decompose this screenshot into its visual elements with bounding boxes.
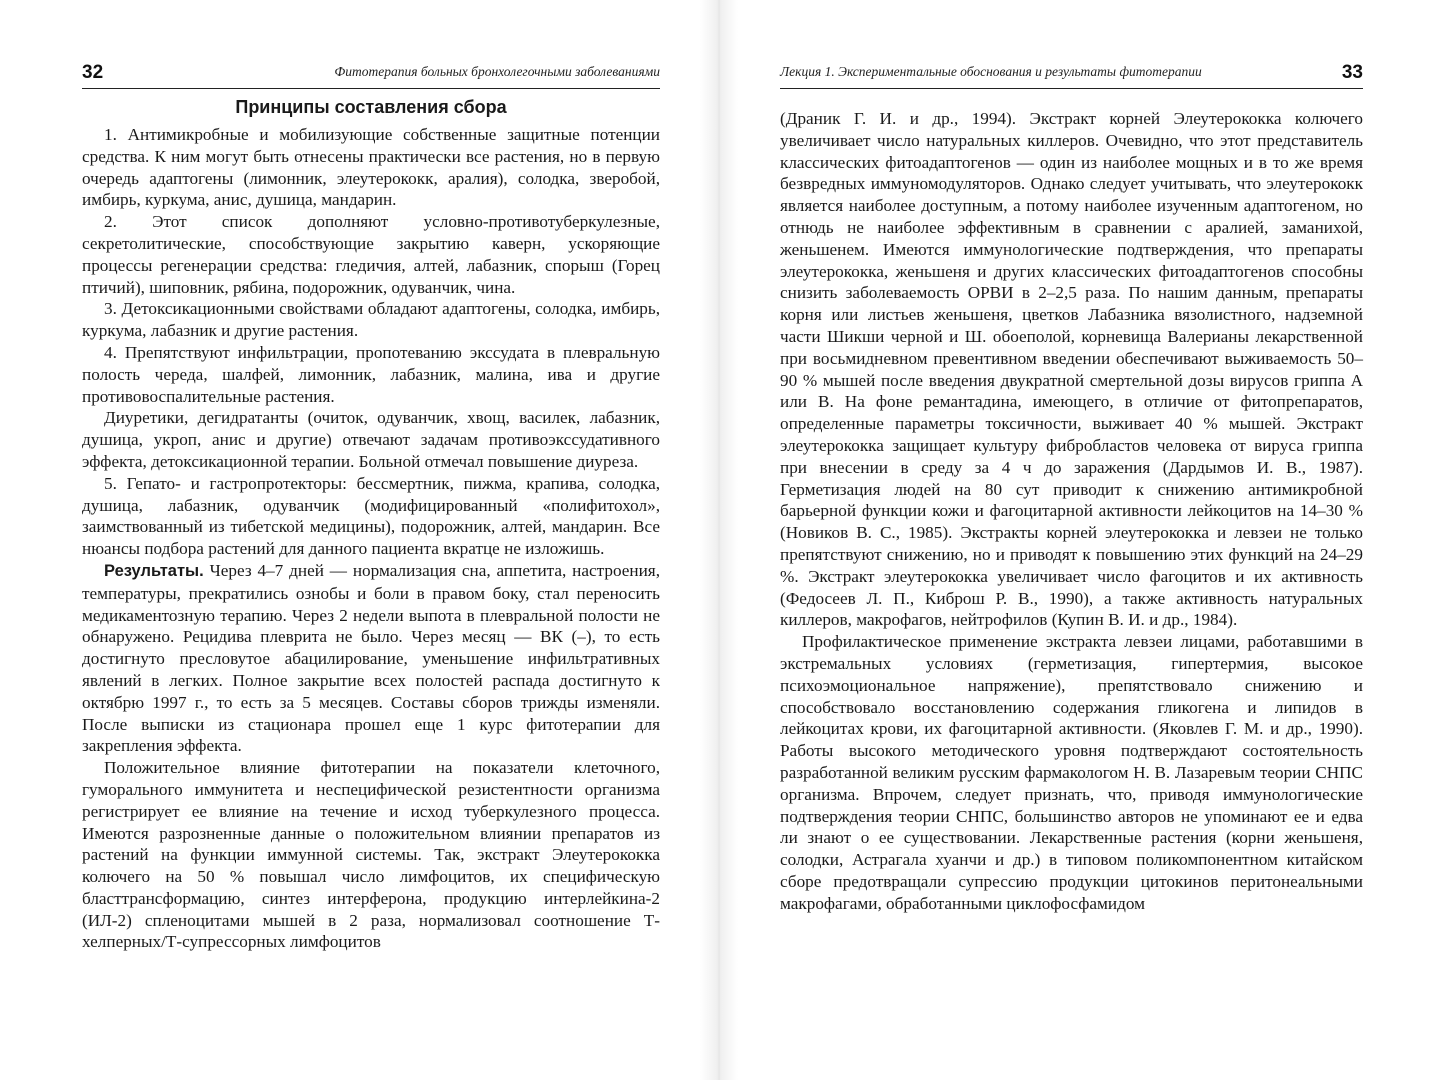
paragraph-antimicrobial: 1. Антимикробные и мобилизующие собственные защитные потенции средства. К ним могут быть отнесены практически все растения, но в первую очередь адаптогены (лимонник, элеутерококк, аралия), солодка, зверобой, имбирь, куркума, анис, душица, мандарин. — [82, 125, 660, 210]
paragraph-prophylactic: Профилактическое применение экстракта левзеи лицами, работавшими в экстремальных условиях (герметизация, гипертермия, высокое психоэмоциональное напряжение), препятствовало снижению и способствовало восстановлению содержания гликогена и липидов в лейкоцитах крови, их фагоцитарной активности. (Яковлев Г. М. и др., 1990). Работы высокого методического уровня подтверждают состоятельность разработанной великим русским фармакологом Н. В. Лазаревым теории СНПС организма. Впрочем, следует признать, что, приводя иммунологические подтверждения теории СНПС, большинство авторов не упоминают ее и едва ли знают о ее существовании. Лекарственные растения (корни женьшеня, солодки, Астрагала хуанчи и др.) в типовом поликомпонентном китайском сборе предотвращали супрессию продукции цитокинов перитонеальными макрофагами, обработанными циклофосфамидом — [780, 632, 1363, 913]
right-page — [780, 0, 1363, 1080]
page-number-left: 32 — [82, 62, 104, 83]
paragraph-antituberculous: 2. Этот список дополняют условно-противотуберкулезные, секретолитические, способствующие закрытию каверн, ускоряющие процессы регенерации средства: гледичия, алтей, лабазник, спорыш (Горец птичий), шиповник, рябина, подорожник, одуванчик, чина. — [82, 212, 660, 297]
paragraph-hepatoprotectors: 5. Гепато- и гастропротекторы: бессмертник, пижма, крапива, солодка, душица, лабазник, одуванчик (модифицированный «полифитохол», заимствованный из тибетской медицины), подорожник, алтей, мандарин. Все нюансы подбора растений для данного пациента вкратце не изложишь. — [82, 473, 660, 559]
right-page-body — [780, 108, 1363, 914]
paragraph-diuretics: Диуретики, дегидратанты (очиток, одуванчик, хвощ, василек, лабазник, душица, укроп, анис и другие) отвечают задачам противоэкссудативного эффекта, детоксикационной терапии. Больной отмечал повышение диуреза. — [82, 408, 660, 471]
running-title-right: Лекция 1. Экспериментальные обоснования и результаты фитотерапии — [780, 64, 1202, 79]
paragraph-continuation: (Драник Г. И. и др., 1994). Экстракт корней Элеутерококка колючего увеличивает число натуральных киллеров. Очевидно, что этот представитель классических фитоадаптогенов — один из наиболее мощных и в то же время безвредных иммуномодуляторов. Однако следует учитывать, что элеутерококк является наиболее доступным, а потому наиболее изученным адаптогеном, но отнюдь не наиболее эффективным в сравнении с аралией, заманихой, женьшенем. Имеются иммунологические подтверждения, что препараты элеутерококка, женьшеня и других классических фитоадаптогенов способны снизить заболеваемость ОРВИ в 2–2,5 раза. По нашим данным, препараты корня или листьев женьшеня, цветков Лабазника вязолистного, надземной части Шикши черной и Ш. обоеполой, корневища Валерианы лекарственной при восьмидневном превентивном введении обеспечивают выживаемость 50–90 % мышей после введения двукратной смертельной дозы вирусов гриппа A или B. На фоне ремантадина, имеющего, в отличие от фитопрепаратов, определенные параметры токсичности, выживает 40 % мышей. Экстракт элеутерококка защищает культуру фибробластов человека от вируса гриппа при внесении в среду за 4 ч до заражения (Дардымов И. В., 1987). Герметизация людей на 80 сут приводит к снижению антимикробной барьерной функции кожи и фагоцитарной активности лейкоцитов на 14–30 % (Новиков В. С., 1985). Экстракты корней элеутерококка и левзеи не только препятствуют снижению, но и приводят к повышению этих функций на 24–29 %. Экстракт элеутерококка увеличивает число фагоцитов и их активность (Федосеев Л. П., Киброш Р. В., 1990), а также активность натуральных киллеров, макрофагов, нейтрофилов (Купин В. И. и др., 1984). — [780, 109, 1363, 630]
running-title-left: Фитотерапия больных бронхолегочными заболеваниями — [334, 64, 660, 79]
paragraph-immunity: Положительное влияние фитотерапии на показатели клеточного, гуморального иммунитета и неспецифической резистентности организма регистрирует ее влияние на течение и исход туберкулезного процесса. Имеются разрозненные данные о положительном влиянии препаратов из растений на функции иммунной системы. Так, экстракт Элеутерококка колючего на 50 % повышал число лимфоцитов, их специфическую бласттрансформацию, синтез интерферона, продукцию интерлейкина-2 (ИЛ-2) спленоцитами мышей в 2 раза, нормализовал соотношение Т-хелперных/Т-супрессорных лимфоцитов — [82, 758, 660, 952]
paragraph-results — [82, 560, 660, 757]
section-heading: Принципы составления сбора — [235, 97, 507, 117]
running-head-left — [82, 56, 660, 89]
running-head-right — [780, 56, 1363, 89]
left-page — [82, 0, 660, 1080]
paragraph-anti-infiltration: 4. Препятствуют инфильтрации, пропотеванию экссудата в плевральную полость череда, шалфей, лимонник, лабазник, малина, ива и другие противовоспалительные растения. — [82, 342, 660, 406]
results-text: Через 4–7 дней — нормализация сна, аппетита, настроения, температуры, прекратились ознобы и боли в правом боку, стал переносить медикаментозную терапию. Через 2 недели выпота в плевральной полости не обнаружено. Рецидива плеврита не было. Через месяц — ВК (–), то есть достигнуто пресловутое абацилирование, уменьшение инфильтративных явлений в легких. Полное закрытие всех полостей распада достигнуто к октябрю 1997 г., то есть за 5 месяцев. Составы сборов трижды изменяли. После выписки из стационара прошел еще 1 курс фитотерапии для закрепления эффекта. — [82, 560, 660, 756]
page-number-right: 33 — [1341, 62, 1363, 83]
results-label: Результаты. — [104, 561, 204, 580]
left-page-body — [82, 96, 660, 953]
paragraph-detox: 3. Детоксикационными свойствами обладают адаптогены, солодка, имбирь, куркума, лабазник и другие растения. — [82, 299, 660, 341]
book-gutter — [700, 0, 738, 1080]
